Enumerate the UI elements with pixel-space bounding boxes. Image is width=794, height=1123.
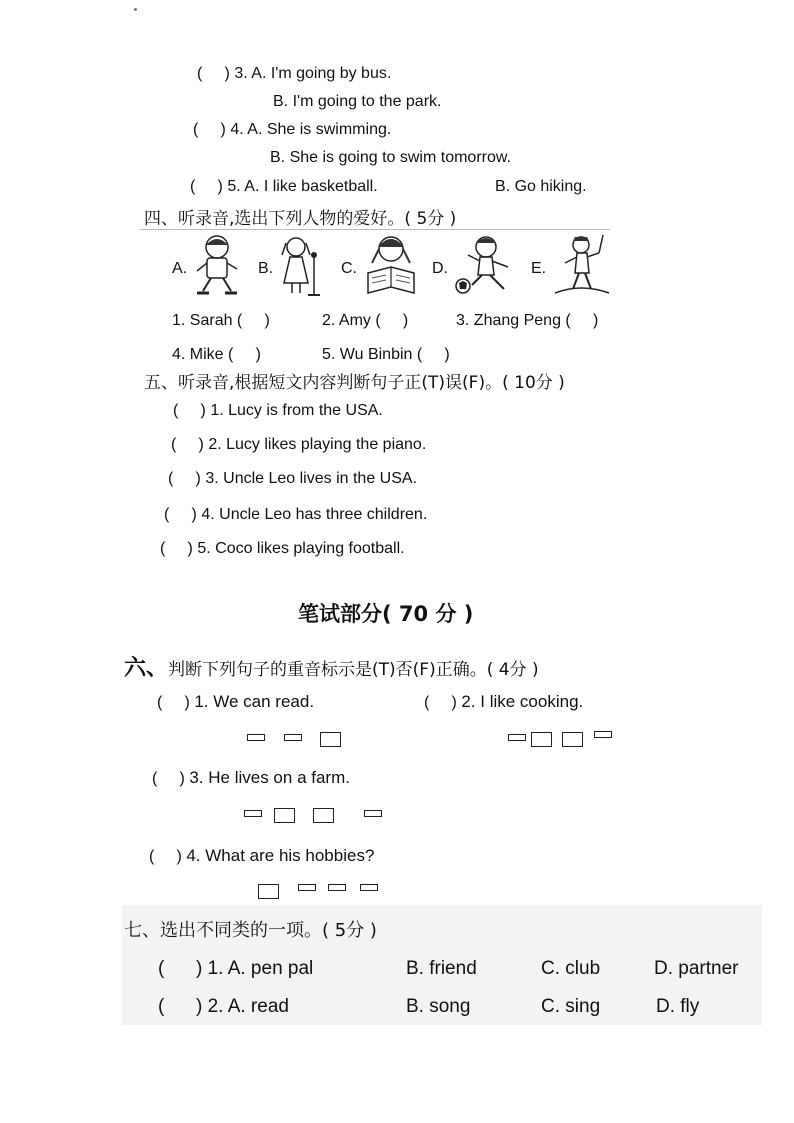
stress-mark-weak xyxy=(508,734,526,741)
row-1-choice-d: D. partner xyxy=(654,958,739,979)
statement-text: 4. Uncle Leo has three children. xyxy=(201,506,428,523)
answer-paren[interactable]: ( ) xyxy=(424,694,457,711)
stress-mark-strong xyxy=(531,732,552,747)
stress-mark-strong xyxy=(562,732,583,747)
answer-paren[interactable]: ( ) xyxy=(173,402,206,419)
section-5-heading: 五、听录音,根据短文内容判断句子正(T)误(F)。( 10分 ) xyxy=(144,373,565,393)
option-text: A. I'm going by bus. xyxy=(251,65,392,82)
person-zhang-peng: 3. Zhang Peng ( ) xyxy=(456,312,599,329)
option-label-e: E. xyxy=(531,260,547,277)
stress-mark-weak xyxy=(247,734,265,741)
odd-one-out-row-2 xyxy=(158,996,289,1018)
section-6-heading-text: 判断下列句子的重音标示是(T)否(F)正确。( 4分 ) xyxy=(168,660,539,680)
item-3-option-b xyxy=(273,93,441,111)
answer-paren[interactable]: ( ) xyxy=(152,770,185,787)
stress-mark-weak xyxy=(360,884,378,891)
item-4-option-a: ( ) 4. A. She is swimming. xyxy=(193,121,392,138)
option-label-d: D. xyxy=(432,260,448,277)
stress-mark-strong xyxy=(258,884,279,899)
sentence-text: 2. I like cooking. xyxy=(461,692,584,711)
answer-paren[interactable]: ( ) xyxy=(160,540,193,557)
child-hobby-image-d xyxy=(452,233,520,299)
odd-one-out-row-1 xyxy=(158,958,313,980)
answer-paren[interactable]: ( ) xyxy=(168,470,201,487)
section-7-heading: 七、选出不同类的一项。( 5分 ) xyxy=(124,920,377,941)
item-5-option-b xyxy=(495,178,587,196)
child-hobby-image-e xyxy=(551,233,613,299)
section-4-heading: 四、听录音,选出下列人物的爱好。( 5分 ) xyxy=(144,209,457,229)
item-number: 5 xyxy=(227,178,237,195)
option-text: B. Go hiking. xyxy=(495,178,587,195)
section-divider xyxy=(140,229,610,230)
option-label-a: A. xyxy=(172,260,188,277)
section-6-number: 六、 xyxy=(124,656,169,681)
option-text: A. She is swimming. xyxy=(247,121,392,138)
row-1-choice-b: B. friend xyxy=(406,958,477,979)
choice-a: A. read xyxy=(227,996,289,1017)
statement-text: 3. Uncle Leo lives in the USA. xyxy=(205,470,418,487)
row-number: 2. xyxy=(207,996,224,1017)
stress-mark-weak xyxy=(284,734,302,741)
row-number: 1. xyxy=(207,958,224,979)
person-mike: 4. Mike ( ) xyxy=(172,346,261,363)
tf-item-2 xyxy=(171,436,426,454)
option-text: B. I'm going to the park. xyxy=(273,93,442,110)
stress-item-4 xyxy=(149,846,374,866)
tf-item-3 xyxy=(168,470,417,488)
option-text: B. She is going to swim tomorrow. xyxy=(270,149,511,166)
stress-mark-strong xyxy=(313,808,334,823)
answer-paren[interactable]: ( ) xyxy=(149,848,182,865)
item-number: 3 xyxy=(234,65,244,82)
row-2-choice-c: C. sing xyxy=(541,996,601,1017)
answer-paren[interactable]: ( ) xyxy=(190,178,223,195)
stress-mark-strong xyxy=(320,732,341,747)
stress-mark-weak xyxy=(298,884,316,891)
tf-item-4 xyxy=(164,506,427,524)
option-label-b: B. xyxy=(258,260,274,277)
child-hobby-image-a xyxy=(193,233,243,299)
statement-text: 5. Coco likes playing football. xyxy=(197,540,405,557)
person-wu-binbin: 5. Wu Binbin ( ) xyxy=(322,346,450,363)
stress-mark-strong xyxy=(274,808,295,823)
child-hobby-image-b xyxy=(278,233,324,299)
item-number: 4 xyxy=(230,121,240,138)
section-6-heading xyxy=(124,651,539,682)
stress-item-2 xyxy=(424,692,583,712)
answer-paren[interactable]: ( ) xyxy=(193,121,226,138)
scan-speck xyxy=(134,8,137,11)
person-sarah: 1. Sarah ( ) xyxy=(172,312,270,329)
stress-mark-weak xyxy=(328,884,346,891)
answer-paren[interactable]: ( ) xyxy=(157,694,190,711)
statement-text: 1. Lucy is from the USA. xyxy=(210,402,383,419)
item-5-options: ( ) 5. A. I like basketball. xyxy=(190,178,378,195)
item-4-option-b xyxy=(270,149,511,167)
answer-paren[interactable]: ( ) xyxy=(158,958,203,979)
statement-text: 2. Lucy likes playing the piano. xyxy=(208,436,427,453)
option-label-c: C. xyxy=(341,260,357,277)
stress-mark-weak xyxy=(594,731,612,738)
written-section-title: 笔试部分( 70 分 ) xyxy=(298,602,474,626)
tf-item-1 xyxy=(173,402,383,420)
tf-item-5 xyxy=(160,540,405,558)
sentence-text: 1. We can read. xyxy=(194,692,315,711)
stress-item-1 xyxy=(157,692,314,712)
sentence-text: 4. What are his hobbies? xyxy=(186,846,375,865)
answer-paren[interactable]: ( ) xyxy=(158,996,203,1017)
row-1-choice-c: C. club xyxy=(541,958,601,979)
item-3-option-a: ( ) 3. A. I'm going by bus. xyxy=(197,65,392,82)
answer-paren[interactable]: ( ) xyxy=(171,436,204,453)
answer-paren[interactable]: ( ) xyxy=(164,506,197,523)
option-text: A. I like basketball. xyxy=(244,178,378,195)
sentence-text: 3. He lives on a farm. xyxy=(189,768,350,787)
stress-mark-weak xyxy=(364,810,382,817)
person-amy: 2. Amy ( ) xyxy=(322,312,409,329)
answer-paren[interactable]: ( ) xyxy=(197,65,230,82)
stress-item-3 xyxy=(152,768,350,788)
stress-mark-weak xyxy=(244,810,262,817)
child-hobby-image-c xyxy=(362,233,420,299)
row-2-choice-b: B. song xyxy=(406,996,471,1017)
choice-a: A. pen pal xyxy=(227,958,314,979)
row-2-choice-d: D. fly xyxy=(656,996,700,1017)
